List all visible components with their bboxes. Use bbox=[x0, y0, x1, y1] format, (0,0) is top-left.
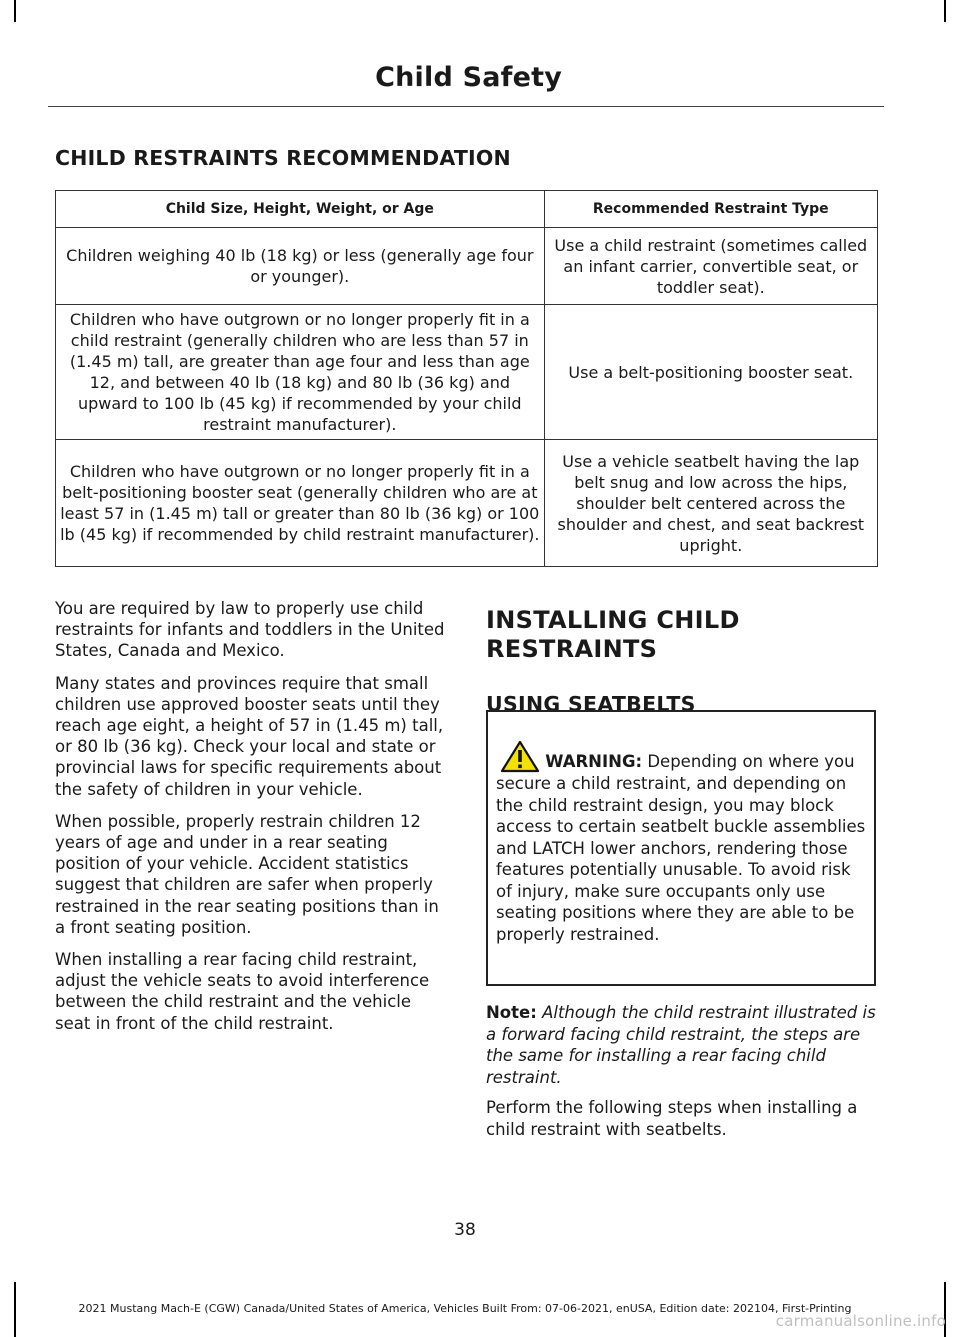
table-row bbox=[56, 305, 878, 440]
warning-triangle-icon bbox=[500, 740, 540, 773]
watermark: carmanualsonline.info bbox=[775, 1312, 946, 1330]
page-title: Child Safety bbox=[375, 62, 562, 93]
paragraph: You are required by law to properly use child restraints for infants and toddlers in the United States, Canada and Mexico. bbox=[55, 599, 445, 661]
footer-text: 2021 Mustang Mach-E (CGW) Canada/United States of America, Vehicles Built From: 07-06-2021, enUSA, Edition date: 202104, First-Printing bbox=[78, 1302, 852, 1315]
left-column bbox=[55, 598, 449, 1045]
note-label: Note: bbox=[486, 1003, 537, 1022]
table-header-row bbox=[56, 191, 878, 228]
page-header bbox=[48, 62, 884, 107]
table-row bbox=[56, 440, 878, 567]
header-child-size: Child Size, Height, Weight, or Age bbox=[56, 191, 545, 228]
section-title: CHILD RESTRAINTS RECOMMENDATION bbox=[55, 146, 511, 170]
heading-using-seatbelts: USING SEATBELTS bbox=[486, 692, 696, 716]
note bbox=[486, 1002, 879, 1088]
warning-label: WARNING: bbox=[545, 752, 643, 771]
heading-installing-child-restraints: INSTALLING CHILD RESTRAINTS bbox=[486, 606, 740, 663]
crop-mark-top-right bbox=[944, 0, 946, 22]
table-cell: Use a belt-positioning booster seat. bbox=[544, 305, 877, 440]
table-cell: Use a child restraint (sometimes called an infant carrier, convertible seat, or toddler seat). bbox=[544, 228, 877, 305]
table-cell: Children who have outgrown or no longer properly fit in a belt-positioning booster seat (generally children who are at least 57 in (1.45 m) tall or greater than 80 lb (36 kg) or 100 lb (45 kg) if recommended by child restraint manufacturer). bbox=[56, 440, 545, 567]
table-cell: Children weighing 40 lb (18 kg) or less (generally age four or younger). bbox=[56, 228, 545, 305]
table-row bbox=[56, 228, 878, 305]
header-restraint-type: Recommended Restraint Type bbox=[544, 191, 877, 228]
paragraph: When possible, properly restrain children 12 years of age and under in a rear seating position of your vehicle. Accident statistics suggest that children are safer when properly restrained in the rear seating positions than in a front seating position. bbox=[55, 811, 439, 937]
steps-intro: Perform the following steps when installing a child restraint with seatbelts. bbox=[486, 1098, 858, 1139]
crop-mark-top-left bbox=[14, 0, 16, 22]
warning-text: Depending on where you secure a child restraint, and depending on the child restraint design, you may block access to certain seatbelt buckle assemblies and LATCH lower anchors, rendering those features potentially unusable. To avoid risk of injury, make sure occupants only use seating positions where they are able to be properly restrained. bbox=[496, 752, 866, 944]
paragraph: When installing a rear facing child restraint, adjust the vehicle seats to avoid interference between the child restraint and the vehicle seat in front of the child restraint. bbox=[55, 950, 430, 1033]
paragraph: Many states and provinces require that small children use approved booster seats until they reach age eight, a height of 57 in (1.45 m) tall, or 80 lb (36 kg). Check your local and state or provincial laws for specific requirements about the safety of children in your vehicle. bbox=[55, 673, 444, 799]
warning-box bbox=[486, 710, 876, 986]
table-cell: Children who have outgrown or no longer properly fit in a child restraint (generally children who are less than 57 in (1.45 m) tall, are greater than age four and less than age 12, and between 40 lb (18 kg) and 80 lb (36 kg) and upward to 100 lb (45 kg) if recommended by your child restraint manufacturer). bbox=[56, 305, 545, 440]
note-text: Although the child restraint illustrated is a forward facing child restraint, the steps are the same for installing a rear facing child restraint. bbox=[486, 1003, 876, 1087]
restraint-recommendation-table bbox=[55, 190, 878, 567]
table-cell: Use a vehicle seatbelt having the lap belt snug and low across the hips, shoulder belt centered across the shoulder and chest, and seat backrest upright. bbox=[544, 440, 877, 567]
page-number: 38 bbox=[454, 1220, 476, 1240]
